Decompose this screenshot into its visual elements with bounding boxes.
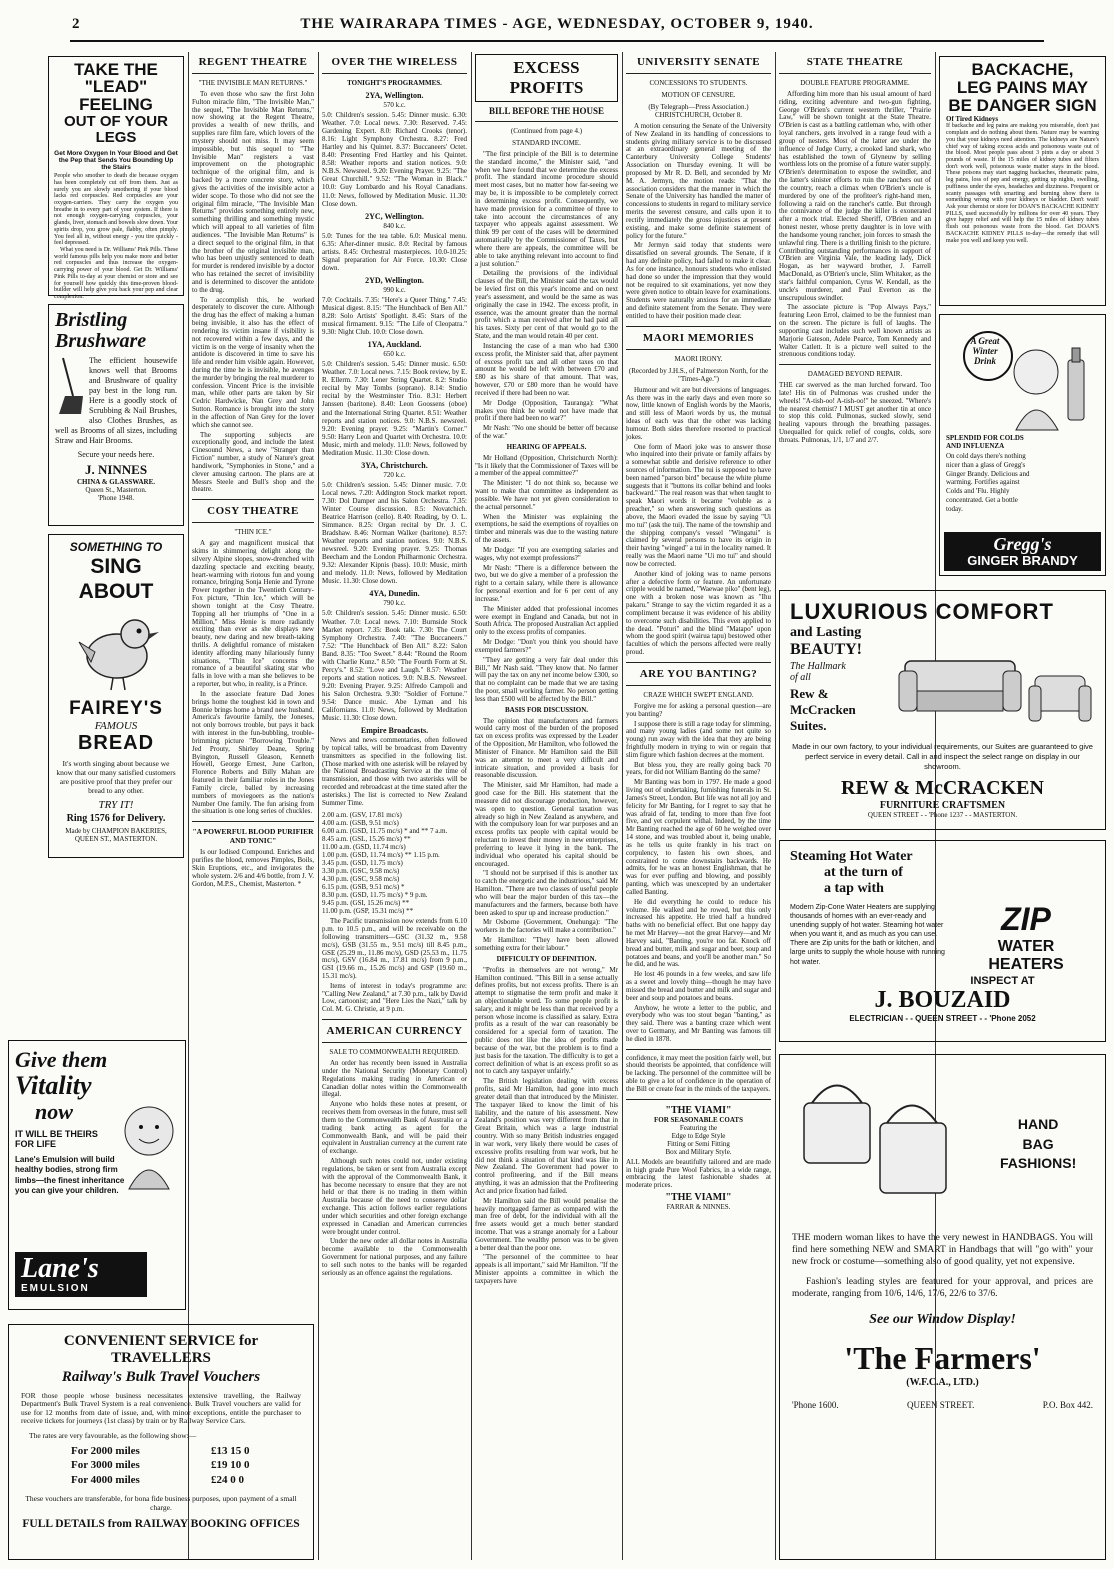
station-programme: 5.0: Children's session. 5.45: Dinner music. 6.30: Weather. 7.0: Local news. 7.30: Reserved. 7.45: Gardening Expert. 8.0: Richard Crooks (tenor). 8.16: Light Symphony Orchestra. 8.27: Fred Hartley and his Quintet. 8.37: Buccaneers' Octet. 8.40: Presenting Fred Hartley and his Quintet. 8.58: Weather reports and station notices. 9.0: N.B.S. Newsreel. 9.20: Evening Prayer. 9.25: "The Great Churchill." 9.52: "The Woman in Black." 10.0: Guy Lombardo and his Royal Canadians. 11.0: News, followed by Meditation Music. 11.30: Close down. <box>322 111 467 208</box>
ad-fairey-top-1: SOMETHING TO <box>69 540 163 554</box>
ad-brushware-name: J. NINNES <box>84 462 148 477</box>
empire-time-row: 4.00 a.m. (GSB, 9.51 mc/s) <box>322 818 399 827</box>
station-programme: 7.0: Cocktails. 7.35: "Here's a Queer Thing." 7.45: Musical digest. 8.15: "The Hunchback of Ben All." 8.28: Solo Artists' Spotlight. 8.45: Stars of the musical firmament. 9.15: "The Life of Cleopatra." 9.30: Night Club. 10.0: Close down. <box>322 295 467 337</box>
regent-article <box>192 91 314 494</box>
ad-zip-brand: ZIP <box>1001 901 1051 937</box>
regent-heading: REGENT THEATRE <box>198 56 308 68</box>
ad-farmers-sub: (W.F.C.A., LTD.) <box>906 1377 979 1389</box>
ad-fairey-try: TRY IT! <box>98 799 134 812</box>
rate-price: £13 15 0 <box>211 1444 250 1457</box>
excess-section-4 <box>475 967 618 1286</box>
ad-rew-name: REW & McCRACKEN <box>841 777 1044 800</box>
ad-viami-name: "THE VIAMI" <box>665 1104 732 1116</box>
cosy-sub: "THIN ICE." <box>234 528 272 537</box>
station-frequency: 790 k.c. <box>383 599 406 608</box>
ad-railway-title: CONVENIENT SERVICE for TRAVELLERS <box>63 1333 259 1366</box>
rates-table <box>71 1444 301 1489</box>
paragraph: Forgive me for asking a personal question—are you banting? <box>626 701 771 718</box>
cosy-heading: COSY THEATRE <box>207 505 299 518</box>
ad-lanes-line1: IT WILL BE THEIRS <box>15 1129 98 1139</box>
page-number: 2 <box>72 16 80 32</box>
currency-sub: SALE TO COMMONWEALTH REQUIRED. <box>329 1048 460 1057</box>
station-programme: 5.0: Children's session. 5.45: Dinner music. 6.50: Weather. 7.0: Local news. 7.10: Burnside Stock Market report. 7.35: Book talk. 7.30: The Court Symphony Orchestra. 7.40: "The Buccaneers." 7.52: "The Hunchback of Ben All." 8.22: Salon Band. 8.35: "Too Sweet." 8.44: "Round the Room with Charlie Kunz." 8.50: "The Fourth Form at St. Percy's." 8.52: "Love and Laugh." 8.57: Weather reports and station notices. 9.0: N.B.S. Newsreel. 9.20: Evening Prayer. 9.25: Alfredo Campoli and his Salon Orchestra. 9.30: "Soldier of Fortune." 9.54: Dance music. Abe Lyman and his Californians. 11.0: News, followed by Meditation Music. 11.30: Close down. <box>322 609 467 723</box>
ad-fairey-brand-1: FAIREY'S <box>69 698 163 720</box>
ad-viami-line5: Box and Military Style. <box>665 1147 732 1156</box>
excess-section-3 <box>475 718 618 953</box>
ad-brushware-title-2: Brushware <box>55 330 147 352</box>
ad-brushware-phone: 'Phone 1948. <box>97 494 135 502</box>
ad-backache <box>939 56 1106 306</box>
ad-lead-title-3: OUT OF YOUR LEGS <box>64 112 168 147</box>
station-name: 3YA, Christchurch. <box>361 460 428 470</box>
ad-greggs-badge-2: Winter <box>972 345 998 356</box>
university-sub2: MOTION OF CENSURE. <box>661 91 736 99</box>
column-rule <box>775 52 776 1560</box>
excess-sh3: BASIS FOR DISCUSSION. <box>504 705 589 714</box>
damaged-body: THE car swerved as the man lurched forward. Too late! His tin of Pulmonas was crushed under the wheels! "A-tish-oo! A-tish-oo!" he sneezed. "Where's the nearest chemist? I MUST get another tin at once to stop this cold. Pulmonas, sucked slowly, send healing vapours through the breathing passages. Unequalled for quick relief of coughs, colds, sore throats. Pulmonas, 1/1, 1/7 and 2/7. <box>779 381 931 444</box>
paragraph: But bless you, they are really going back 70 years, for did not William Banting do the same? <box>626 760 771 777</box>
ad-railway-footer: FULL DETAILS from RAILWAY BOOKING OFFICES <box>22 1518 300 1531</box>
ad-greggs-brand-1: Gregg's <box>993 534 1052 554</box>
ad-fairey-ring: Ring 1576 for Delivery. <box>66 813 166 825</box>
empire-time-row: 8.30 p.m. (GSD, 11.75 mc/s) * 9 p.m. <box>322 891 428 900</box>
empire-heading: Empire Broadcasts. <box>360 726 429 736</box>
maori-article <box>626 387 771 657</box>
ad-farmers-t1: HAND <box>1017 1116 1059 1132</box>
paragraph: Mr Dodge: "Don't you think you should have exempted farmers?" <box>475 638 618 654</box>
currency-heading: AMERICAN CURRENCY <box>326 1025 463 1038</box>
masthead-rule <box>70 40 1044 42</box>
university-article <box>626 123 771 321</box>
paragraph: An order has recently been issued in Australia under the National Security (Monetary Control) Regulations making trading in American or Canadian dollar notes within the Commonwealth illegal. <box>322 1059 467 1099</box>
empire-time-row: 3.45 p.m. (GSD, 11.75 mc/s) <box>322 858 403 867</box>
paragraph: Mr Nash: "No one should be better off because of the war." <box>475 424 618 440</box>
excess-sub1: BILL BEFORE THE HOUSE <box>488 106 605 116</box>
newspaper-title: THE WAIRARAPA TIMES - AGE, WEDNESDAY, OCTOBER 9, 1940. <box>300 16 814 32</box>
paragraph: Mr Jermyn said today that students were dissatisfied on several grounds. The Senate, if it had any definite policy, had failed to make it clear. As for one instance, honours students who enlisted had done so under the impression that they would not be required to sit examinations, yet now they were given notice to obtain leave for examinations. Students were naturally anxious for an immediate and definite statement from the Senate. They were entitled to have their position made clear. <box>626 241 771 320</box>
ad-lead-feeling <box>48 56 184 301</box>
paragraph: Mr Dodge: "If you are exempting salaries and wages, why not exempt professions?" <box>475 545 618 562</box>
paragraph: When the Minister was explaining the exemptions, he said the exemptions of royalties on timber and minerals was due to the wasting nature of the assets. <box>475 512 618 545</box>
station-name: 4YA, Dunedin. <box>369 589 420 599</box>
paragraph: Mr Banting was born in 1797. He made a good living out of undertaking, furnishing funerals in St. James's Street, London. But life was not all joy and felicity for Mr Banting, for I regret to say that he was afraid of fat, tending to more than five foot five, and yet corpulent withal. Indeed, by the time Mr Banting reached the age of 60 he weighed over 14 stone, and was troubled about it, being unable, as he tells us quite frankly in his tract on corpulency, to fasten his own shoes, and constrained to come downstairs backwards. He admits, for he was an honest Englishman, that he was for ever puffing and blowing, and possibly panting, which was unexcepted by an undertaker called Banting. <box>626 778 771 896</box>
paragraph: The Minister added that professional incomes were exempt in England and Canada, but not in South Africa. The proposed Australian Act applied only to the excess profits of companies. <box>475 604 618 637</box>
ad-brushware-title-1: Bristling <box>55 309 128 331</box>
state-sub: DOUBLE FEATURE PROGRAMME. <box>800 79 910 87</box>
currency-article <box>322 1060 467 1277</box>
empire-time-row: 6.15 p.m. (GSB, 9.51 mc/s) * <box>322 883 405 892</box>
paragraph: Another kind of joking was to name persons after a defective form or feature. An unfortunate cripple would be named, "Waewae piko" (bent leg), one with a broken nose was known as "Ihu pakaru." Strange to say the victim regarded it as a compliment because it was evidence of his ability to overcome such disabilities. This even applied to the dead. "Poturi" and the blind "Matapo" upon whom the good spirit (wairua tapu) bestowed other faculties of which the persons affected were really proud. <box>626 569 771 657</box>
paragraph: The supporting subjects are exceptionally good, and include the latest Cinesound News, a new "Stranger than Fiction" number, a study of Nature's great handiwork, "Symphonies in Stone," and a clever amusing cartoon. The plans are at Messrs Steele and Bull's shop and the theatre. <box>192 430 314 494</box>
station-frequency: 840 k.c. <box>383 221 406 230</box>
ad-backache-sub: Of Tired Kidneys <box>946 115 999 124</box>
ad-backache-title-1: BACKACHE, <box>971 60 1074 79</box>
station-programme: 5.0: Children's session. 5.45: Dinner music. 7.0: Local news. 7.20: Addington Stock market report. 7.30: Dol Damper and his Salon Orchestra. 7.35: Winter Course discussion. 8.5: Novatchich. Beatrice Harrison (cello). 8.40: Reading, by O. L. Simmance. 8.25: Organ recital by Dr. J. C. Bradshaw. 8.46: Norman Walker (baritone). 8.57: Weather reports and station notices. 9.0: N.B.S. newsreel. 9.20: Evening prayer. 9.25: Thomas Beecham and the London Philharmonic Orchestra. 9.32: Alexander Kipnis (bass). 10.0: Music, mirth and melody. 11.0: News, followed by Meditation Music. 11.30: Close down. <box>322 480 467 586</box>
ad-railway-subtitle: Railway's Bulk Travel Vouchers <box>61 1369 261 1385</box>
ad-lanes-brand: Lane's <box>21 1253 99 1284</box>
excess-sh4: DIFFICULTY OF DEFINITION. <box>496 954 597 963</box>
station-name: 2YD, Wellington. <box>365 275 424 285</box>
paragraph: To even those who saw the first John Fulton miracle film, "The Invisible Man," the sequel, "The Invisible Man Returns," now showing at the Regent Theatre, provides a wealth of new thrills, and supplies rare film fare, which lovers of the mystery should not miss. It may seem impossible, but this sequel to "The Invisible Man" registers a vast improvement on the photographic technique of the original film, and is backed by a more concrete story, which gives the activities of the invisible actor a wider scope. To those who did not see the original film miracle, "The Invisible Man Returns" provides something entirely new, something thrilling and something mystic which will appeal to all varieties of film audiences. "The Invisible Man Returns" is a direct sequel to the original film, in that the brother of the original invisible man, who has been unjustly sentenced to death for murder is rendered invisible by a doctor who has retained the secret of invisibility and is determined to discover the antidote to the drug. <box>192 90 314 294</box>
ad-farmers-handbags <box>779 1054 1106 1560</box>
paragraph: Humour and wit are but diversions of languages. As there was in the early days and even more so now, little known of English words by the Maoris, and still less of Maori words by us, the mutual ideas of each was that the other was lacking humour. Both sides therefore resorted to practical jokes. <box>626 385 771 441</box>
rate-row <box>71 1444 301 1459</box>
ad-farmers-phone: 'Phone 1600. <box>792 1400 839 1411</box>
paragraph: The associate picture is "Pop Always Pays," featuring Leon Errol, claimed to be the funniest man on the screen. The picture is full of laughs. The supporting cast includes such well known artists as Marjorie Gateson, Adele Pearce, Tom Kennedy and Walter Catlett. It is a picture well suited to the strenuous conditions today. <box>779 303 931 359</box>
ad-rew-body: Made in our own factory, to your individual requirements, our Suites are guaranteed to give perfect service in every detail. Call in and inspect the select range on display in our showroom. <box>792 742 1093 771</box>
ad-zip-name: J. BOUZAID <box>874 986 1011 1013</box>
cosy-article <box>192 540 314 816</box>
paragraph: Mr Holland (Opposition, Christchurch North): "Is it likely that the Commissioner of Taxes will be a member of the appeal committee?" <box>475 453 618 478</box>
paragraph: Mr Nash: "There is a difference between the two, but we do give a member of a profession the right to a certain salary, while there is allowance for personal exertion and for 6 per cent of any increase." <box>475 563 618 603</box>
ad-farmers-body-1: THE modern woman likes to have the very newest in HANDBAGS. You will find here something NEW and SMART in Handbags that will "go with" your new frock or costume—something also of good quality, yet not expensive. <box>792 1233 1093 1267</box>
ad-fairey-body: It's worth singing about because we know that our many satisfied customers are positive proof that they prefer our bread to any other. <box>56 759 176 796</box>
ad-fairey-top-2: SING ABOUT <box>78 555 154 604</box>
ad-farmers-t2: BAG <box>1022 1135 1054 1152</box>
university-heading: UNIVERSITY SENATE <box>636 56 761 68</box>
rate-miles: For 4000 miles <box>71 1474 140 1487</box>
paragraph: The Minister, said Mr Hamilton, had made a good case for the Bill. His statement that the measure did not discourage production, however, was open to question. General taxation was already so high in New Zealand as anywhere, and with the compulsory loan for war purposes and an excess profits tax people with capital would be reluctant to invest their money in new enterprises, preferring to leave it lying in the bank. The individual who operated his capital should be encouraged. <box>475 781 618 868</box>
ad-rew-title-2: and Lasting <box>790 625 862 640</box>
empire-time-row: 9.45 p.m. (GSI, 15.26 mc/s) ** <box>322 899 410 908</box>
ad-railway-vouchers <box>8 1324 314 1560</box>
ad-zip-addr: ELECTRICIAN - - QUEEN STREET - - 'Phone 2052 <box>849 1013 1036 1023</box>
ad-fairey-bread <box>48 534 184 858</box>
ad-greggs-body: On cold days there's nothing nicer than a glass of Gregg's Ginger Brandy. Delicious and warming. Fortifies against Colds and 'Flu. Highly concentrated. Get a bottle today. <box>946 452 1030 513</box>
ad-greggs-ginger-brandy <box>939 314 1106 576</box>
ad-railway-note: These vouchers are transferable, for bona fide business purposes, upon payment of a small charge. <box>25 1494 297 1513</box>
damaged-heading: DAMAGED BEYOND REPAIR. <box>807 370 903 379</box>
paragraph: Although such notes could not, under existing regulations, be taken or sent from Australia except with the approval of the Commonwealth Bank, it has become necessary to ensure that they are not held or that there is no trading in them within Australia because of the need to conserve dollar exchange. This action follows earlier regulations under which securities and other foreign exchange expressed in Canadian and American currencies were brought under control. <box>322 1157 467 1236</box>
paragraph: Detailing the provisions of the individual clauses of the Bill, the Minister said the tax would be levied first on this year's income and on next year's assessment, and would be the same as was originally the case in 1942. The excess profit, in essence, was the amount greater than the normal profit which a man received after he had paid all his taxes. Sixty per cent of that would go to the State, and the man would retain 40 per cent. <box>475 269 618 341</box>
ad-backache-title-2: LEG PAINS MAY <box>956 77 1089 97</box>
empire-time-row: 3.30 p.m. (GSC, 9.58 mc/s) <box>322 866 400 875</box>
station-frequency: 990 k.c. <box>383 285 406 294</box>
paragraph: A motion censuring the Senate of the University of New Zealand in its handling of concessions to students giving military service is to be discussed at an extraordinary general meeting of the Canterbury University College Students' Association on Thursday evening. It will be proposed by Mr R. D. Bell, and seconded by Mr M. A. Jermyn, the motion reads: "That the association considers that the manner in which the Senate of the University has handled the matter of concessions to students in regard to military service merits the severest censure, and calls upon it to rectify immediately the gross injustices at present existing, and make some definite statement of policy for the future." <box>626 122 771 240</box>
station-name: 2YA, Wellington. <box>365 91 424 100</box>
ad-viami-line3: Edge to Edge Style <box>671 1131 726 1140</box>
ad-lanes-brand-2: EMULSION <box>21 1283 90 1294</box>
ad-rew-title-1: LUXURIOUS COMFORT <box>790 599 1054 624</box>
station-name: 2YC, Wellington. <box>365 211 424 221</box>
ad-viami-body: ALL Models are beautifully tailored and are made in high grade Pure Wool Fabrics, in a wide range, embracing the latest fashionable shades at moderate prices. <box>626 1157 771 1190</box>
ad-railway-rates-intro: The rates are very favourable, as the following show:— <box>29 1430 197 1440</box>
column-wireless <box>322 52 467 1560</box>
ad-viami-line2: Featuring the <box>679 1123 718 1132</box>
paragraph: One form of Maori joke was to answer those who inquired into their private or family affairs by a somewhat subtle and derisive reference to other sources of information. The tui is supposed to have been named "parson bird" because the white plume suggests that it "buttons its collar behind and looks backward." The real reason was that when taught to speak Maori words it became "voluble as a preacher," so when answering such questions as above, the Maori evaded the issue by saying "Ui mo tui" (ask the tui). The name of the township and the shipping company's vessel "Wingatui" is claimed by several persons to have its origin in their having "winged" a tui in the locality named. It really was the Maori name "Ui mo tui" and should now be corrected. <box>626 442 771 568</box>
excess-section-1 <box>475 151 618 441</box>
ad-lanes-body: Lane's Emulsion will build healthy bodies, strong firm limbs—the finest inheritance you can give your children. <box>15 1155 125 1196</box>
column-rule <box>318 52 319 1560</box>
ad-brushware <box>48 304 184 526</box>
ad-greggs-brand-2: GINGER BRANDY <box>967 553 1078 568</box>
excess-section-2 <box>475 455 618 704</box>
paragraph: To accomplish this, he worked desperately to discover the cure. Although the drug has the effect of making a human being invisible, it also has the effect of rendering its victim insane if visibility is not recovered within a few days, and the victim is on the verge of insanity when the antidote is discovered in time to save his life and render him visible again. However, during the time he is invisible, he avenges the murder by bringing the real murderer to confession. Vincent Price is the invisible man, while other parts are taken by Sir Cedric Hardwicke, Nan Grey and John Sutton. Romance is brought into the story in the affection of Nan Grey for the lover which she cannot see. <box>192 295 314 429</box>
ad-lead-lead: Get More Oxygen In Your Blood and Get the Pep that Sends You Bounding Up the Stairs <box>54 149 178 171</box>
ad-fairey-brand-3: BREAD <box>77 732 155 755</box>
ad-zip-inspect: INSPECT AT <box>970 974 1035 987</box>
banting-heading: ARE YOU BANTING? <box>639 667 758 680</box>
ad-zip-body: Modern Zip-Cone Water Heaters are supplying thousands of homes with an ever-ready and unending supply of hot water. Steaming hot water when you want it, and as much as you can use. There are Zip units for the bath or kitchen, and large units to supply the whole house with running hot water. <box>790 904 945 966</box>
ad-zip-title-2: at the turn of <box>824 865 903 880</box>
university-byline: (By Telegraph—Press Association.) CHRISTCHURCH, October 8. <box>648 103 749 119</box>
ad-viami-line4: Fitting or Semi Fitting <box>667 1139 730 1148</box>
ad-zip-title-1: Steaming Hot Water <box>790 849 913 864</box>
ad-rew-suite-1: Rew & <box>790 686 829 701</box>
rate-row <box>71 1458 301 1473</box>
paragraph: He lost 46 pounds in a few weeks, and saw life as a sweet and lovely thing—though he may have missed the bread and butter and milk and sugar and beer and soup and potatoes and beans. <box>626 970 771 1002</box>
ad-backache-body: If backache and leg pains are making you miserable, don't just complain and do nothing about them. Nature may be warning you that your kidneys need attention. The kidneys are Nature's chief way of taking excess acids and poisonous waste out of the blood. Most people pass about 3 pints a day or about 3 pounds of waste. If the 15 miles of kidney tubes and filters don't work well, poisonous waste matter stays in the blood. These poisons may start nagging backaches, rheumatic pains, leg pains, loss of pep and energy, getting up nights, swelling, puffiness under the eyes, headaches and dizziness. Frequent or scanty passages with smarting and burning show there is something wrong with your kidneys or bladder. Don't wait! Ask your chemist or store for DOAN'S BACKACHE KIDNEY PILLS, used successfully by millions for over 40 years. They give happy relief and will help the 15 miles of kidney tubes flush out poisonous waste from the blood. Get DOAN'S BACKACHE KIDNEY PILLS to-day—the remedy that will make you well and keep you well. <box>946 123 1099 244</box>
paragraph: A gay and magnificent musical that skims in shimmering delight along the silvery Alpine slopes, snow-drenched with dazzling spectacle and exciting beauty, heart-warming with riotous fun and young romance, bringing Sonja Henie and Tyrone Power together in the Twentieth Century-Fox picture, "Thin Ice," which will be shown tonight at the Cosy Theatre. Topping all her triumphs of "One in a Million," Miss Henie is more radiantly exciting than ever as she displays new beauty, new daring and new breath-taking thrills. A delightful romance of mistaken identity affording many hilariously funny situations, "Thin Ice" concerns the romance of a beautiful skating star who falls in love with a man she believes to be a reporter, but who, in reality, is a Prince. <box>192 539 314 689</box>
empire-time-row: 11.00 p.m. (GSP, 15.31 mc/s) ** <box>322 907 414 916</box>
station-name: 1YA, Auckland. <box>367 340 422 350</box>
paragraph: In the associate feature Dad Jones brings home the toughest kid in town and Bonnie brings home a brand new husband. America's favourite family, the Joneses, not only borrows trouble, but pays it back with interest in the fun-bubbling, trouble-brimming picture "Borrowing Trouble." Jed Prouty, Shirley Deane, Spring Byington, Russell Gleason, Kenneth Howell, George Ernest, June Carlton, Florence Roberts and Billy Mahan are featured in their familiar roles in the Jones Family circle, balled by increasing numbers of moviegoers as the nation's Number One family. The fun arising from the situation is one long series of chuckles. <box>192 689 314 816</box>
ad-farmers-brand: 'The Farmers' <box>844 1340 1041 1377</box>
paragraph: The opinion that manufacturers and farmers would carry most of the burden of the proposed tax on excess profits was expressed by the Leader of the Opposition, Mr Hamilton, who followed the Minister of Finance. Mr Hamilton said the Bill was an attempt to meet a very difficult and intricate situation, and provided a basis for reasonable discussion. <box>475 716 618 780</box>
ad-brushware-body: The efficient housewife knows well that Brooms and Brushware of quality pay best in the long run. Here is a goodly stock of Scrubbing & Nail Brushes, also Clothes Brushes, as well as Brooms of all sizes, including Straw and Hair Brooms. <box>55 356 177 445</box>
ad-lanes-give: Give them <box>15 1047 108 1072</box>
ad-brushware-cta: Secure your needs here. <box>77 450 155 459</box>
university-sub1: CONCESSIONS TO STUDENTS. <box>649 79 748 87</box>
maori-byline: (Recorded by J.H.S., of Palmerston North, for the "Times-Age.") <box>628 366 769 383</box>
station-frequency: 650 k.c. <box>383 350 406 359</box>
paragraph: The Minister: "I do not think so, because we want to make that committee as independent as possible. We have not yet given consideration to the actual personnel." <box>475 479 618 511</box>
paragraph: Anyone who holds these notes at present, or receives them from overseas in the future, must sell them to the Commonwealth Bank of Australia or a trading bank acting as agent for the Commonwealth Bank, and will be paid their equivalent in Australian currency at the current rate of exchange. <box>322 1100 467 1156</box>
empire-time-row: 8.45 a.m. (GSL, 15.26 mc/s) ** <box>322 834 411 843</box>
paragraph: Anyhow, he wrote a letter to the public, and everybody who was too stout began "banting," as they said. There was a banting craze which went over to Germany, and Mr Banting was famous till he died in 1878. <box>626 1003 771 1043</box>
ad-lanes-emulsion <box>8 1040 186 1310</box>
paragraph: Under the new order all dollar notes in Australia become available to the Commonwealth Government for national purposes, and any failure to sell such notes to the banks will be regarded seriously as an offence against the regulations. <box>322 1237 467 1277</box>
ad-rew-addr: QUEEN STREET - - 'Phone 1237 - - MASTERTON. <box>867 811 1018 820</box>
ad-viami-line1: FOR SEASONABLE COATS <box>654 1115 743 1124</box>
ad-brushware-sub2: Queen St., Masterton. <box>85 486 147 494</box>
empire-time-row: 11.00 a.m. (GSD, 11.74 mc/s) <box>322 842 406 851</box>
rate-miles: For 3000 miles <box>71 1459 140 1472</box>
paragraph: Mr Dodge (Opposition, Tauranga): "What makes you think he would not have made that profit if there had been no war?" <box>475 398 618 423</box>
empire-text: News and news commentaries, often followed by topical talks, will be broadcast from Daventry transmitters as specified in the following list. (Those marked with one asterisk will be relayed by the National Broadcasting Service at the time of transmission, and those with two asterisks will be recorded and rebroadcast at the time stated after the asterisks.) The list is corrected to New Zealand Summer Time. <box>322 736 467 807</box>
paragraph: "I should not be surprised if this is another tax to catch the energetic and the industrious," said Mr Hamilton. "There are two classes of useful people who will bear the major burden of this tax—the manufacturers and the farmers, because both have been asked to spur up and increase production." <box>475 869 618 917</box>
ad-lead-title-2: "LEAD" FEELING <box>79 77 153 114</box>
excess-continued: confidence, it may meet the position fairly well, but should theorists be appointed, that confidence will be lacking. The personnel of the committee will be able to give a lot of confidence in the operation of the Bill or create fear in the minds of the taxpayers. <box>626 1053 772 1093</box>
column-state-theatre <box>779 52 931 587</box>
ad-lead-body: People who smother to death die because oxygen has been completely cut off from them. Just as surely you are slowly smothering if your blood lacks red corpuscles. Red corpuscles are your oxygen-carriers. They carry the oxygen you breathe in to every part of your system. If there is not enough oxygen-carrying corpuscles, your glands, liver, stomach and bowels slow down. Your spirits drop, you grow pale, flabby, often pimply. You feel all in, without energy - you tire quickly - feel depressed. <box>54 173 178 247</box>
sofa-suite-icon <box>895 631 1095 741</box>
ad-zip-water-heaters <box>779 840 1106 1042</box>
paragraph: "They are getting a very fair deal under this Bill," Mr Nash said. "They know that. No farmer will pay the tax on any net income below £300, so that no complaint can be made that we are taxing the poor, small working farmer. No person getting less than £500 will be affected by the Bill." <box>475 655 618 703</box>
ad-rew-hallmark-1: The Hallmark <box>790 661 846 672</box>
column-excess-profits <box>475 52 618 1560</box>
ad-railway-body: FOR those people whose business necessitates extensive travelling, the Railway Department's Bulk Travel System is a real convenience. Bulk Travel vouchers are valid for use for 12 months from date of issue, and, with minor exceptions, entitle the purchaser to receive tickets for journeys (1st class) by train or by Railway Service Cars. <box>21 1391 301 1426</box>
paragraph: "Profits in themselves are not wrong," Mr Hamilton continued. "This Bill in a sense actually defines profits, but not excess profits. There is an attempt to stigmatise the term profit and make it an objectionable word. To some people profit is salary, and it might be less than that received by a person whose income is classified as salary. Extra profits as a result of the war can reasonably be considered for a special form of taxation. The public does not like the idea of profits made because of the war, but the problem is to find a just basis for the taxation. The difficulty is to get a correct definition of what is an excess profit so as not to catch any taxpayer unfairly." <box>475 965 618 1076</box>
rate-miles: For 2000 miles <box>71 1444 140 1457</box>
station-frequency: 570 k.c. <box>383 101 406 109</box>
rate-row <box>71 1473 301 1488</box>
broom-icon <box>55 356 85 416</box>
empire-times <box>322 811 467 916</box>
ad-farmers-box: P.O. Box 442. <box>1042 1400 1093 1411</box>
ad-fairey-addr: QUEEN ST., MASTERTON. <box>74 835 158 844</box>
rate-price: £24 0 0 <box>211 1474 244 1487</box>
ad-rew-title-3: BEAUTY! <box>790 641 863 658</box>
wireless-sub: TONIGHT'S PROGRAMMES. <box>347 79 442 87</box>
state-heading: STATE THEATRE <box>806 56 904 68</box>
ad-viami-name-2: "THE VIAMI" <box>665 1192 732 1204</box>
paragraph: "The personnel of the committee to hear appeals is all important," said Mr Hamilton. "If the Minister appoints a committee in which the taxpayers have <box>475 1253 618 1285</box>
handbags-icon <box>792 1063 962 1213</box>
paragraph: Mr Hamilton said the Bill would penalise the heavily mortgaged farmer as compared with the man free of debt, for the individual with all the free assets would get a much better standard income. That was a strange anomaly for a Labour Government. The wealthy person was to be given a better deal than the poor one. <box>475 1196 618 1252</box>
ad-rew-sub: FURNITURE CRAFTSMEN <box>879 800 1006 812</box>
ad-fairey-made: Made by CHAMPION BAKERIES, <box>65 827 167 836</box>
ad-lanes-line2: FOR LIFE <box>15 1139 56 1149</box>
ad-greggs-head: SPLENDID FOR COLDS AND INFLUENZA <box>946 434 1024 450</box>
masthead <box>0 12 1114 48</box>
paragraph: Affording him more than his usual amount of hard riding, exciting adventure and two-gun fighting, George O'Brien's current western thriller, "Prairie Law," will be shown tonight at the State Theatre. O'Brien is cast as a battling cattleman who, with other loyal ranchers, gets involved in a range feud with a group of nesters. Most of the latter are under the influence of Judge Curry, a crooked land shark, who has established the town of Glyneuw by selling worthless lots on the promise of a future water supply. O'Brien's determination to expose the swindler, and the latter's sinister efforts to ruin the ranchers out of the country, reach a climax when O'Brien's uncle is murdered by one of the profiteer's right-hand men, following a raid on the rancher's cattle. But through the connivance of the judge the killer is exonerated after a mock trial. Elected Sheriff, O'Brien and an honest nester, whose pretty daughter is in love with the handsome young rancher, join forces to smash the unlawful ring. There is a thrilling finish to the picture. Contributing outstanding performances in support of O'Brien are Virginia Vale, the leading lady, Dick Hogan, as her wayward brother, J. Farrell MacDonald, as O'Brien's uncle, Slim Whitaker, as the star's faithful companion, Cyrus W. Kendall, as the uncle's murderer, and Paul Everton as the unscrupulous swindler. <box>779 90 931 302</box>
paragraph: I suppose there is still a rage today for slimming, and many young ladies (and some not quite so young) run away with the idea that they are being frightfully modern in trying to win or regain that slim figure which fashion decrees at the moment. <box>626 719 771 759</box>
ad-blood-title: "A POWERFUL BLOOD PURIFIER AND TONIC" <box>192 827 314 846</box>
ad-rew-mccracken <box>779 590 1106 830</box>
station-list <box>322 91 467 722</box>
ad-zip-title-3: a tap with <box>824 881 884 896</box>
ad-greggs-badge-1: A Great <box>970 336 1000 346</box>
ad-lanes-now: now <box>35 1099 73 1124</box>
column-rule <box>471 52 472 1560</box>
ad-zip-water: WATER <box>997 938 1055 955</box>
empire-time-row: 6.00 a.m. (GSD, 11.75 mc/s) * and ** 7 a.m. <box>322 826 448 835</box>
paragraph: Mr Osborne (Government, Onehunga): "The workers in the factories will make a contribution." <box>475 918 618 935</box>
empire-time-row: 1.00 p.m. (GSD, 11.74 mc/s) ** 1.15 p.m. <box>322 850 440 859</box>
excess-sh2: HEARING OF APPEALS. <box>506 442 587 451</box>
paragraph: "The first principle of the Bill is to determine the standard income," the Minister said, "and when we have found that we determine the excess profit. The standard income procedure should meet most cases, but no matter how far-seeing we may be, it is impossible to be completely correct in determining excess profit. Consequently, we have made provision for a committee of three to take into account the circumstances of any taxpayer who appeals against assessment. We think 99 per cent of the cases will be determined automatically by the Commissioner of Taxes, but where there are appeals, the committee will be able to take anything relevant into account to find a just solution." <box>475 150 618 268</box>
paragraph: Mr Hamilton: "They have been allowed something extra for their labour." <box>475 936 618 952</box>
ad-fairey-brand-2: FAMOUS <box>94 720 138 733</box>
ad-lead-title-1: TAKE THE <box>74 60 158 79</box>
pacific-text: The Pacific transmission now extends from 6.10 p.m. to 10.5 p.m., and will be receivable on the following transmitters—GSC (31.32 m., 9.58 mc/s), GSB (31.55 m., 9.51 mc/s) till 8.45 p.m., GSE (25.29 m., 11.86 mc/s), GSD (25.53 m., 11.75 mc/s), GSV (16.84 m., 17.81 mc/s) from 9 p.m., GSI (19.66 m., 15.26 mc/s) and GSP (19.60 m., 15.31 mc/s). <box>322 917 467 980</box>
maori-heading: MAORI MEMORIES <box>642 331 755 344</box>
ad-backache-title-3: BE DANGER SIGN <box>948 95 1097 115</box>
column-rule <box>622 52 623 1560</box>
column-university <box>626 52 771 1560</box>
state-article <box>779 91 931 359</box>
ad-lead-body-2: What you need is Dr. Williams' Pink Pills. These world famous pills help you make more and better red corpuscles and thus increase the oxygen-carrying power of your blood. Get Dr. Williams' Pink Pills to-day at your chemist or store and see for yourself how quickly this time-proven blood-builder will help give you back your pep and clear complexion. <box>54 247 178 301</box>
excess-sh1: STANDARD INCOME. <box>512 139 581 147</box>
column-theatres <box>192 52 314 1042</box>
ad-rew-suite-2: McCracken <box>790 702 856 717</box>
station-frequency: 720 k.c. <box>383 470 406 479</box>
station-programme: 5.0: Children's session. 5.45: Dinner music. 6.50: Weather. 7.0: Local news. 7.15: Book review, by E. R. Ellerm. 7.30: Lener String Quartet. 8.2: Studio recital by May Tombs (soprano). 8.14: Studio recital by the Westminster Trio. 8.31: Herbert Janssen (baritone). 8.40: Leon Goossens (oboe) and the International String Quartet. 8.51: Weather reports and station notices. 9.0: N.B.S. newsreel. 9.20: Evening prayer. 9.25: "Martin's Corner." 9.50: Harry Leon and Quartet with Orchestra. 10.0: Music, mirth and melody. 11.0: News, followed by Meditation Music. 11.30: Close down. <box>322 360 467 457</box>
empire-time-row: 4.30 p.m. (GSC, 9.58 mc/s) <box>322 874 400 883</box>
bird-icon <box>55 604 179 694</box>
child-portrait-icon <box>119 1101 179 1191</box>
ad-lanes-vitality: Vitality <box>15 1071 92 1100</box>
paragraph: Instancing the case of a man who had £300 excess profit, the Minister said that, after payment of excess profit tax and all other taxes on that amount he would be left with between £70 and £80 as his share of that amount. That was, however, £70 or £80 more than he would have received if there had been no war. <box>475 341 618 397</box>
ad-zip-heaters: HEATERS <box>988 956 1064 973</box>
ad-rew-hallmark-2: of all <box>790 672 811 683</box>
station-programme: 5.0: Tunes for the tea table. 6.0: Musical menu. 6.35: After-dinner music. 8.0: Recital by famous artists. 8.45: Orchestral masterpieces. 10.0-10.25: Signal preparation for Air Force. 10.30: Close down. <box>322 231 467 272</box>
rate-price: £19 10 0 <box>211 1459 250 1472</box>
ad-rew-suite-3: Suites. <box>790 718 827 733</box>
maori-sub: MAORI IRONY. <box>674 354 723 363</box>
ad-blood-body: Is our Iodised Compound. Enriches and purifies the blood, removes Pimples, Boils, Skin Eruptions, etc., and invigorates the whole system. 2/6 and 4/6 bottle, from J. V. Gordon, M.P.S., Chemist, Masterton. * <box>192 848 314 888</box>
excess-heading: EXCESS PROFITS <box>509 58 584 97</box>
ad-farmers-body-2: Fashion's leading styles are featured for your approval, and prices are moderate, ranging from 10/6, 14/6, 17/6, 22/6 to 37/6. <box>792 1276 1093 1299</box>
ad-brushware-sub1: CHINA & GLASSWARE. <box>77 478 155 486</box>
banting-article <box>626 703 771 1044</box>
excess-sub2: (Continued from page 4.) <box>510 127 583 135</box>
paragraph: He did everything he could to reduce his volume. He walked and he rowed, but this only increased his appetite. He tried half a hundred baths with no beneficial effect. But one happy day he met Mr Harvey—not the great Harvey—and Mr Harvey said, "Banting, you're too fat. Knock off bread and butter, milk and sugar and beer, soup and potatoes and beans, and you'll be another man." So he did, and he was. <box>626 897 771 969</box>
empire-time-row: 2.00 a.m. (GSV, 17.81 mc/s) <box>322 810 402 819</box>
paragraph: The British legislation dealing with excess profits, said Mr Hamilton, had gone into much greater detail than that introduced by the Minister. The taxpayer liked to know the limit of his liability, and the nature of his assessment. New Zealand's position was very different from that in Great Britain, which was a large industrial country. With so many British industries engaged in war work, very likely there would be cases of excessive profits resulting from war work, but he did not think a situation of that kind was like in New Zealand. The Government had power to control profiteering, and if the Bill means anything, it was an admission that the Profiteering Act and price fixation had failed. <box>475 1077 618 1195</box>
ad-greggs-badge-3: Drink <box>973 355 996 366</box>
items-text: Items of interest in today's programme are: "Calling New Zealand," at 7.30 p.m., talk by David Low, cartoonist; and "Here Lies the Nazi," talk by Col. M. G. Christie, at 9 p.m. <box>322 981 467 1014</box>
regent-sub: "THE INVISIBLE MAN RETURNS." <box>198 79 308 87</box>
ad-farmers-window: See our Window Display! <box>869 1312 1016 1328</box>
wireless-heading: OVER THE WIRELESS <box>331 56 458 68</box>
ad-viami-shop: FARRAR & NINNES. <box>666 1203 731 1212</box>
banting-sub: CRAZE WHICH SWEPT ENGLAND. <box>643 690 754 699</box>
ad-farmers-street: QUEEN STREET. <box>907 1400 975 1411</box>
ad-farmers-t3: FASHIONS! <box>1000 1155 1077 1172</box>
